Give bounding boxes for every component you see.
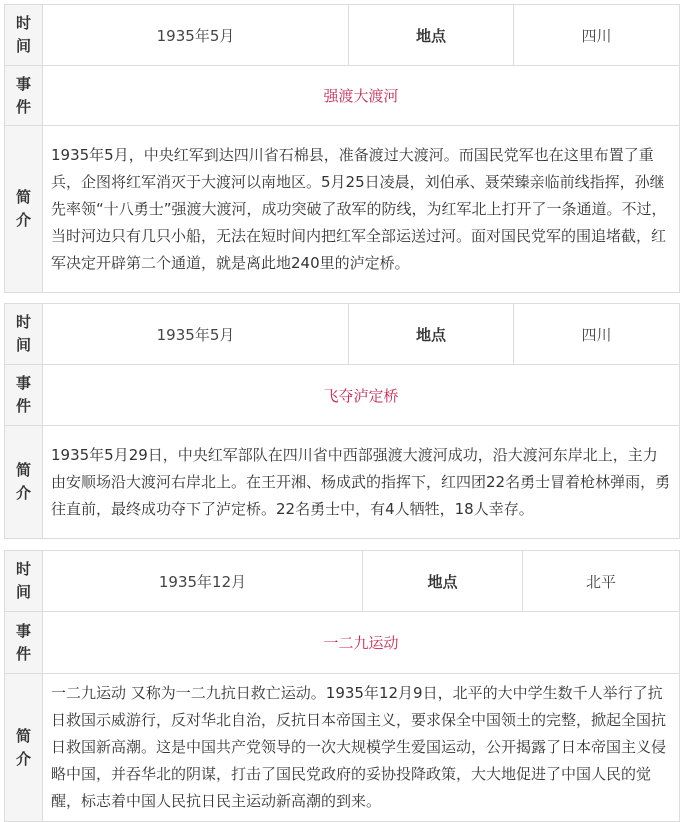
location-value: 北平 (523, 551, 680, 612)
event-card-1 (4, 4, 680, 293)
summary-label: 简 介 (5, 674, 43, 822)
time-label: 时 间 (5, 551, 43, 612)
time-row (5, 5, 680, 66)
time-row (5, 304, 680, 365)
event-row (5, 365, 680, 426)
event-label: 事 件 (5, 612, 43, 674)
summary-row (5, 426, 680, 539)
time-value: 1935年5月 (43, 304, 349, 365)
event-card-3 (4, 550, 680, 822)
event-name: 飞夺泸定桥 (43, 365, 680, 426)
time-row (5, 551, 680, 612)
location-label: 地点 (349, 304, 514, 365)
location-label: 地点 (363, 551, 523, 612)
summary-text: 1935年5月，中央红军到达四川省石棉县，准备渡过大渡河。而国民党军也在这里布置了重兵，企图将红军消灭于大渡河以南地区。5月25日凌晨，刘伯承、聂荣臻亲临前线指挥，孙继先率领“十八勇士”强渡大渡河，成功突破了敌军的防线，为红军北上打开了一条通道。不过，当时河边只有几只小船，无法在短时间内把红军全部运送过河。面对国民党军的围追堵截，红军决定开辟第二个通道，就是离此地240里的泸定桥。 (43, 126, 680, 293)
event-name: 一二九运动 (43, 612, 680, 674)
event-row (5, 612, 680, 674)
event-row (5, 66, 680, 126)
summary-label: 简 介 (5, 426, 43, 539)
time-value: 1935年12月 (43, 551, 363, 612)
summary-text: 1935年5月29日，中央红军部队在四川省中西部强渡大渡河成功，沿大渡河东岸北上，主力由安顺场沿大渡河右岸北上。在王开湘、杨成武的指挥下，红四团22名勇士冒着枪林弹雨，勇往直前，最终成功夺下了泸定桥。22名勇士中，有4人牺牲，18人幸存。 (43, 426, 680, 539)
event-name: 强渡大渡河 (43, 66, 680, 126)
location-label: 地点 (349, 5, 514, 66)
location-value: 四川 (514, 5, 680, 66)
summary-text: 一二九运动 又称为一二九抗日救亡运动。1935年12月9日，北平的大中学生数千人举行了抗日救国示威游行，反对华北自治，反抗日本帝国主义，要求保全中国领土的完整，掀起全国抗日救国新高潮。这是中国共产党领导的一次大规模学生爱国运动，公开揭露了日本帝国主义侵略中国，并吞华北的阴谋，打击了国民党政府的妥协投降政策，大大地促进了中国人民的觉醒，标志着中国人民抗日民主运动新高潮的到来。 (43, 674, 680, 822)
summary-row (5, 674, 680, 822)
event-label: 事 件 (5, 66, 43, 126)
summary-row (5, 126, 680, 293)
time-label: 时 间 (5, 5, 43, 66)
event-label: 事 件 (5, 365, 43, 426)
event-card-2 (4, 303, 680, 539)
location-value: 四川 (514, 304, 680, 365)
time-value: 1935年5月 (43, 5, 349, 66)
time-label: 时 间 (5, 304, 43, 365)
summary-label: 简 介 (5, 126, 43, 293)
